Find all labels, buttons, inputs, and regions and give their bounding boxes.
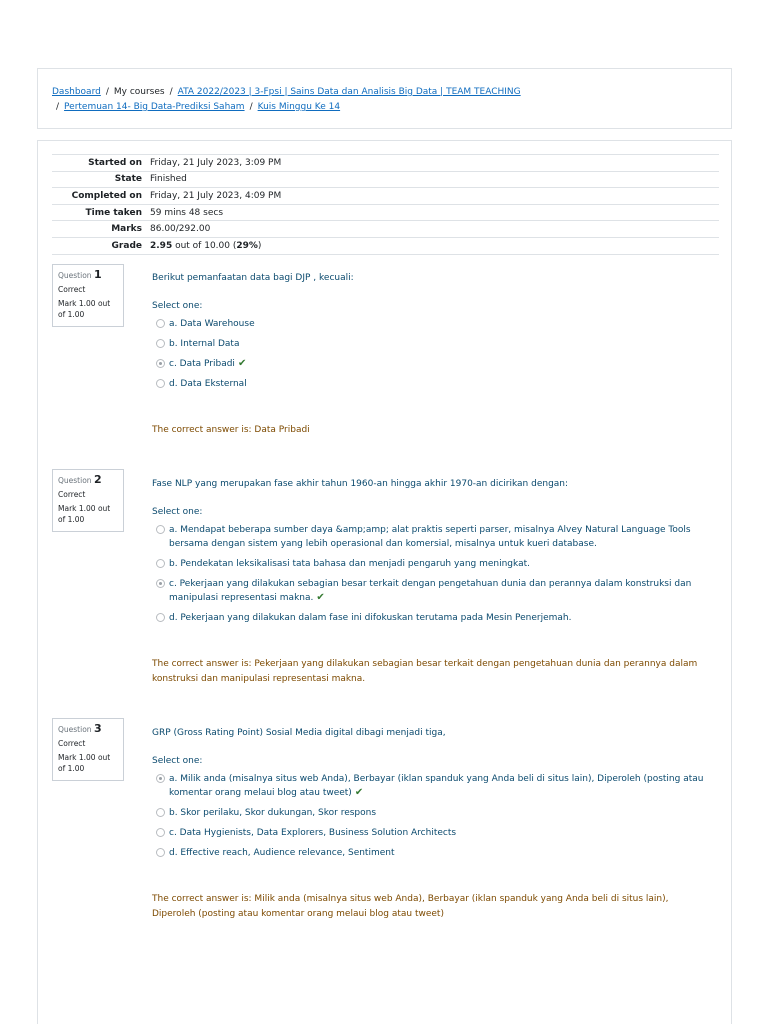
grade-score: 2.95 (150, 240, 173, 251)
summary-label: Grade (111, 240, 142, 251)
summary-label: Time taken (85, 207, 142, 218)
question-mark: Mark 1.00 out of 1.00 (58, 299, 111, 319)
radio-button[interactable] (156, 848, 165, 857)
option-label: a. Mendapat beberapa sumber daya &amp;amp; alat praktis seperti parser, misalnya Alvey Natural Language Tools bersama dengan sistem yang lebih operasional dan komersial, misalnya untuk kueri database. (169, 525, 691, 549)
answer-option-a[interactable] (152, 317, 707, 331)
question-state: Correct (58, 739, 86, 748)
summary-value: Friday, 21 July 2023, 4:09 PM (150, 190, 282, 201)
breadcrumb (37, 68, 732, 129)
question-info-1 (52, 264, 124, 327)
radio-button[interactable] (156, 525, 165, 534)
breadcrumb-line-1 (52, 85, 717, 100)
answer-option-c[interactable] (152, 826, 707, 840)
summary-value: Finished (150, 174, 187, 185)
option-label: a. Data Warehouse (169, 319, 255, 329)
summary-row-time-taken (52, 204, 719, 221)
option-label: b. Pendekatan leksikalisasi tata bahasa dan menjadi pengaruh yang meningkat. (169, 559, 530, 569)
answer-option-d[interactable] (152, 846, 707, 860)
summary-row-grade (52, 237, 719, 254)
question-content-3 (152, 726, 707, 922)
answer-option-a[interactable] (152, 772, 707, 800)
summary-value (150, 237, 719, 254)
answer-option-c[interactable] (152, 577, 707, 605)
summary-row-completed (52, 188, 719, 205)
check-icon: ✔ (316, 592, 325, 603)
question-text: Fase NLP yang merupakan fase akhir tahun 1960-an hingga akhir 1970-an dicirikan dengan: (152, 479, 569, 489)
breadcrumb-separator: / (249, 102, 253, 112)
radio-button-selected[interactable] (156, 579, 165, 588)
option-label: c. Data Pribadi (169, 359, 235, 369)
summary-row-started (52, 155, 719, 172)
option-label: c. Data Hygienists, Data Explorers, Business Solution Architects (169, 828, 457, 838)
question-content-2 (152, 477, 707, 687)
question-content-1 (152, 271, 707, 438)
breadcrumb-course-link[interactable]: ATA 2022/2023 | 3-Fpsi | Sains Data dan Analisis Big Data | TEAM TEACHING (177, 87, 521, 97)
question-text: GRP (Gross Rating Point) Sosial Media digital dibagi menjadi tiga, (152, 728, 446, 738)
summary-value: Friday, 21 July 2023, 3:09 PM (150, 157, 282, 168)
select-one-label: Select one: (152, 507, 203, 517)
breadcrumb-my-courses: My courses (113, 87, 165, 97)
radio-button[interactable] (156, 613, 165, 622)
radio-button[interactable] (156, 808, 165, 817)
grade-out-of: out of 10.00 ( (172, 240, 237, 251)
radio-button-selected[interactable] (156, 359, 165, 368)
question-label: Question (58, 476, 92, 485)
answer-option-d[interactable] (152, 611, 707, 625)
answer-option-b[interactable] (152, 557, 707, 571)
question-number: 2 (93, 473, 102, 486)
grade-percent: 29% (236, 240, 258, 251)
question-mark: Mark 1.00 out of 1.00 (58, 504, 111, 524)
answer-option-c[interactable] (152, 357, 707, 371)
answer-option-b[interactable] (152, 337, 707, 351)
select-one-label: Select one: (152, 756, 203, 766)
question-info-3 (52, 718, 124, 781)
question-number: 1 (93, 268, 102, 281)
question-text: Berikut pemanfaatan data bagi DJP , kecuali: (152, 273, 354, 283)
radio-button[interactable] (156, 319, 165, 328)
grade-close: ) (257, 240, 262, 251)
select-one-label: Select one: (152, 301, 203, 311)
question-number: 3 (93, 722, 102, 735)
summary-label: Marks (111, 224, 142, 235)
summary-label: Started on (88, 157, 142, 168)
correct-answer-feedback: The correct answer is: Data Pribadi (152, 425, 310, 435)
question-mark: Mark 1.00 out of 1.00 (58, 753, 111, 773)
option-label: a. Milik anda (misalnya situs web Anda), Berbayar (iklan spanduk yang Anda beli di situs lain), Diperoleh (posting atau komentar orang melaui blog atau tweet) (169, 774, 704, 798)
radio-button[interactable] (156, 339, 165, 348)
check-icon: ✔ (237, 358, 247, 369)
question-state: Correct (58, 490, 86, 499)
summary-value: 59 mins 48 secs (150, 207, 224, 218)
summary-value: 86.00/292.00 (150, 224, 211, 235)
option-label: b. Internal Data (169, 339, 240, 349)
answer-option-a[interactable] (152, 523, 707, 551)
summary-row-marks (52, 221, 719, 238)
correct-answer-feedback: The correct answer is: Pekerjaan yang dilakukan sebagian besar terkait dengan pengetahuan dunia dan perannya dalam konstruksi dan manipulasi representasi makna. (152, 659, 698, 684)
question-state: Correct (58, 285, 86, 294)
correct-answer-feedback: The correct answer is: Milik anda (misalnya situs web Anda), Berbayar (iklan spanduk yang Anda beli di situs lain), Diperoleh (posting atau komentar orang melaui blog atau tweet) (152, 894, 669, 919)
breadcrumb-separator: / (56, 102, 60, 112)
quiz-review-card (37, 140, 732, 1024)
breadcrumb-separator: / (105, 87, 109, 97)
radio-button[interactable] (156, 828, 165, 837)
answer-option-d[interactable] (152, 377, 707, 391)
option-label: d. Data Eksternal (169, 379, 247, 389)
option-label: b. Skor perilaku, Skor dukungan, Skor respons (169, 808, 377, 818)
option-label: d. Effective reach, Audience relevance, Sentiment (169, 848, 395, 858)
attempt-summary-table (52, 154, 719, 255)
question-label: Question (58, 271, 92, 280)
breadcrumb-separator: / (169, 87, 173, 97)
question-info-2 (52, 469, 124, 532)
option-label: c. Pekerjaan yang dilakukan sebagian besar terkait dengan pengetahuan dunia dan perannya dalam konstruksi dan manipulasi representasi makna. (169, 579, 692, 603)
summary-label: State (114, 174, 142, 185)
check-icon: ✔ (354, 787, 364, 798)
breadcrumb-quiz-link[interactable]: Kuis Minggu Ke 14 (257, 102, 341, 112)
answer-option-b[interactable] (152, 806, 707, 820)
summary-label: Completed on (71, 190, 142, 201)
radio-button-selected[interactable] (156, 774, 165, 783)
radio-button[interactable] (156, 559, 165, 568)
breadcrumb-section-link[interactable]: Pertemuan 14- Big Data-Prediksi Saham (64, 102, 245, 112)
breadcrumb-line-2 (52, 100, 717, 115)
question-label: Question (58, 725, 92, 734)
radio-button[interactable] (156, 379, 165, 388)
breadcrumb-dashboard-link[interactable]: Dashboard (52, 87, 101, 97)
option-label: d. Pekerjaan yang dilakukan dalam fase ini difokuskan terutama pada Mesin Penerjemah. (169, 613, 572, 623)
summary-row-state (52, 171, 719, 188)
